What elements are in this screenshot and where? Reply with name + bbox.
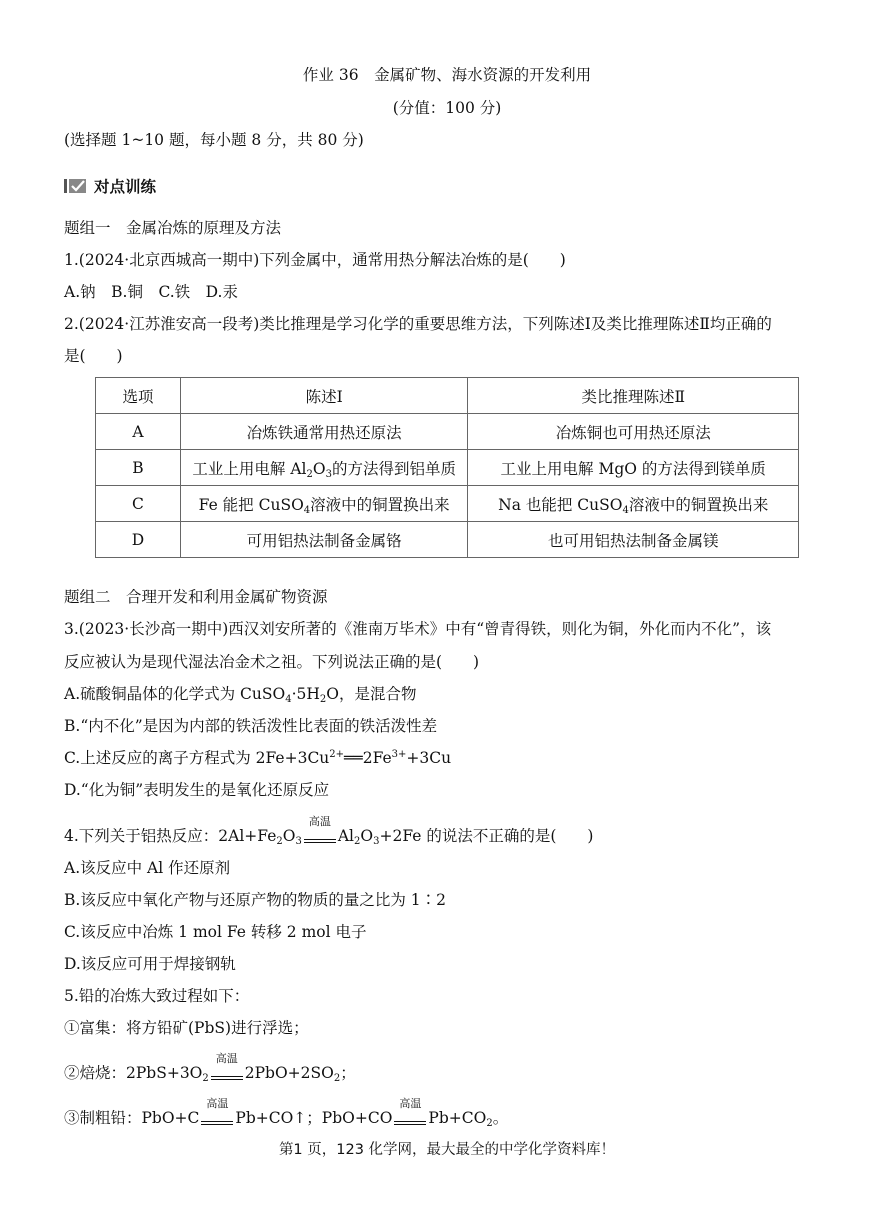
q2-stem-line1: 2.(2024·江苏淮安高一段考)类比推理是学习化学的重要思维方法，下列陈述Ⅰ及类比推理陈述Ⅱ均正确的 <box>64 315 772 333</box>
q1-stem: 1.(2024·北京西城高一期中)下列金属中，通常用热分解法冶炼的是( ) <box>64 251 566 269</box>
q1-options: A.钠 B.铜 C.铁 D.汞 <box>64 283 238 301</box>
q5-step2: ②焙烧：$2PbS+3O_2$ 高温 $2PbO+2SO_2$； <box>64 1052 356 1084</box>
q3-stem-line1: 3.(2023·长沙高一期中)西汉刘安所著的《淮南万毕术》中有“曾青得铁，则化为铜，外化而内不化”，该 <box>64 620 772 638</box>
table-row <box>96 450 799 486</box>
q5-step3: ③制粗铅：PbO+C 高温 Pb+CO↑；PbO+CO 高温 $Pb+CO_2$。 <box>64 1097 509 1129</box>
table-header-cell: 陈述Ⅰ <box>180 378 468 414</box>
table-cell-statement2: 冶炼铜也可用热还原法 <box>468 414 799 450</box>
q2-stem-line2: 是( ) <box>64 347 123 365</box>
instructions: (选择题 1~10 题，每小题 8 分，共 80 分) <box>64 131 364 149</box>
q5-step1: ①富集：将方铅矿(PbS)进行浮选； <box>64 1019 309 1037</box>
table-cell-statement2: Na 也能把 CuSO$_4$溶液中的铜置换出来 <box>468 486 799 522</box>
q4-option-d: D.该反应可用于焊接钢轨 <box>64 955 236 973</box>
table-cell-option: A <box>96 414 181 450</box>
table-header-row <box>96 378 799 414</box>
table-header-cell: 类比推理陈述Ⅱ <box>468 378 799 414</box>
q4-stem: 4.下列关于铝热反应：$2Al+Fe_2O_3$ 高温 $Al_2O_3+2Fe$ 的说法不正确的是( ) <box>64 815 594 847</box>
section-title: 对点训练 <box>94 178 157 196</box>
table-cell-option: D <box>96 522 181 558</box>
q5-stem: 5.铅的冶炼大致过程如下： <box>64 987 250 1005</box>
q2-table <box>95 377 799 558</box>
q3-option-d: D.“化为铜”表明发生的是氧化还原反应 <box>64 781 330 799</box>
table-row <box>96 522 799 558</box>
table-cell-statement1: 工业上用电解 $Al_2O_3$的方法得到铝单质 <box>180 450 468 486</box>
q3-stem-line2: 反应被认为是现代湿法冶金术之祖。下列说法正确的是( ) <box>64 653 480 671</box>
q3-option-c: C.上述反应的离子方程式为 $2Fe+3Cu^{2+}══2Fe^{3+}+3Cu$ <box>64 749 452 767</box>
table-cell-statement1: Fe 能把 CuSO$_4$溶液中的铜置换出来 <box>180 486 468 522</box>
q4-option-b: B.该反应中氧化产物与还原产物的物质的量之比为 1∶2 <box>64 891 446 909</box>
table-row <box>96 486 799 522</box>
table-cell-statement1: 可用铝热法制备金属铬 <box>180 522 468 558</box>
table-cell-option: B <box>96 450 181 486</box>
reaction-condition: 高温 <box>211 1070 243 1080</box>
table-cell-option: C <box>96 486 181 522</box>
table-cell-statement2: 也可用铝热法制备金属镁 <box>468 522 799 558</box>
q3-option-b: B.“内不化”是因为内部的铁活泼性比表面的铁活泼性差 <box>64 717 438 735</box>
q4-option-a: A.该反应中 Al 作还原剂 <box>64 859 231 877</box>
reaction-condition: 高温 <box>201 1115 233 1125</box>
reaction-condition: 高温 <box>394 1115 426 1125</box>
q4-option-c: C.该反应中冶炼 1 mol Fe 转移 2 mol 电子 <box>64 923 367 941</box>
reaction-condition: 高温 <box>304 833 336 843</box>
page-footer: 第1 页，123 化学网，最大最全的中学化学资料库！ <box>278 1142 616 1158</box>
group1-title: 题组一 金属冶炼的原理及方法 <box>64 219 282 237</box>
table-row <box>96 414 799 450</box>
table-cell-statement2: 工业上用电解 MgO 的方法得到镁单质 <box>468 450 799 486</box>
table-header-cell: 选项 <box>96 378 181 414</box>
page-title: 作业 36 金属矿物、海水资源的开发利用 <box>302 66 592 84</box>
group2-title: 题组二 合理开发和利用金属矿物资源 <box>64 588 328 606</box>
q3-option-a: A.硫酸铜晶体的化学式为 $CuSO_4\cdot 5H_2O$，是混合物 <box>64 685 417 705</box>
checklist-icon <box>64 178 88 194</box>
table-cell-statement1: 冶炼铁通常用热还原法 <box>180 414 468 450</box>
score-info: (分值：100 分) <box>392 99 502 117</box>
section-heading <box>64 176 156 198</box>
